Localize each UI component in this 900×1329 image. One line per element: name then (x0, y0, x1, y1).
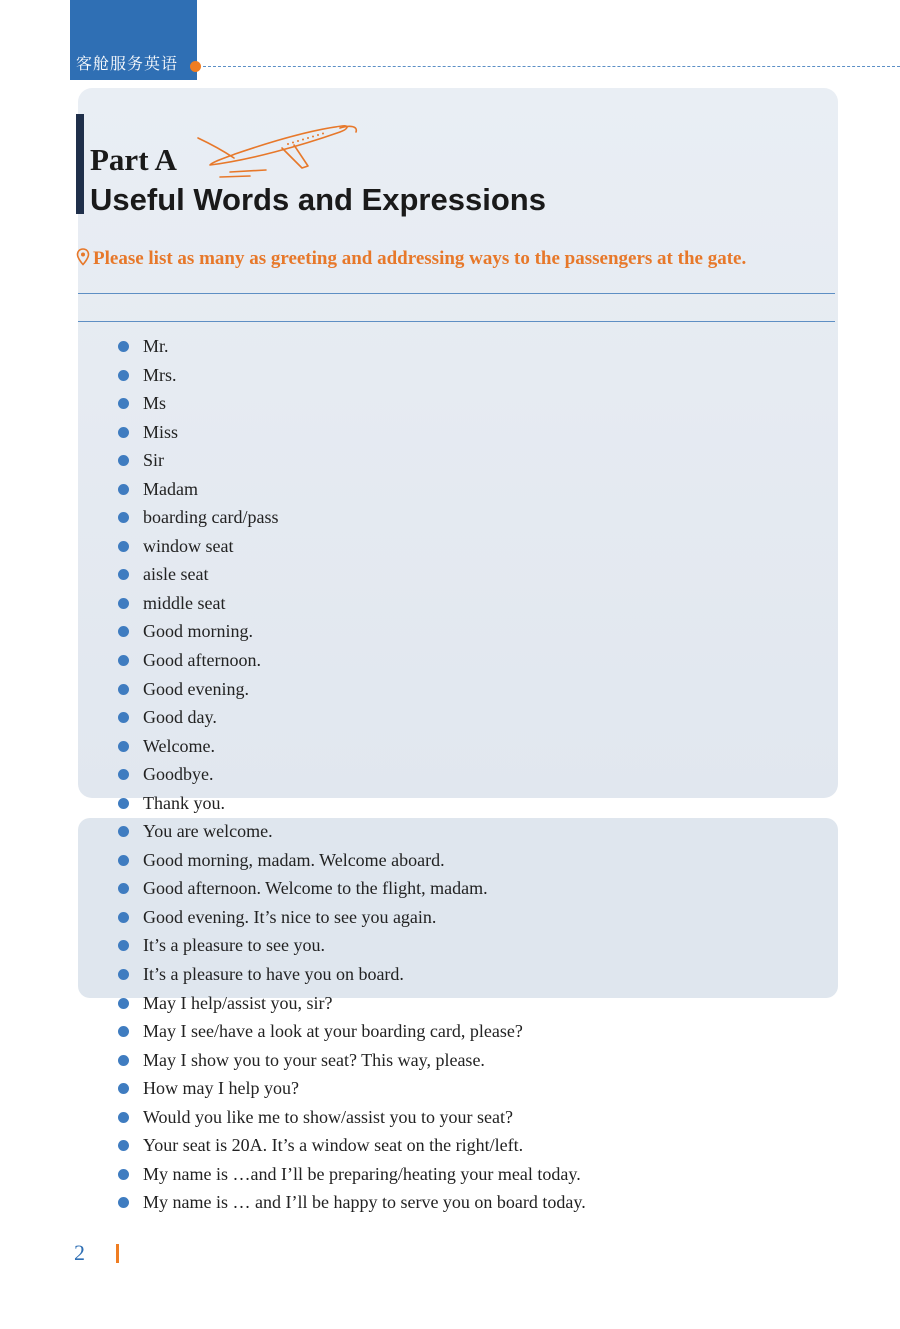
bullet-icon (118, 1026, 129, 1037)
bullet-icon (118, 798, 129, 809)
list-item (116, 817, 586, 846)
answer-line (78, 293, 835, 294)
list-item-text: My name is …and I’ll be preparing/heating your meal today. (143, 1163, 581, 1184)
list-item (116, 617, 586, 646)
list-item-text: Your seat is 20A. It’s a window seat on the right/left. (143, 1135, 524, 1156)
list-item (116, 389, 586, 418)
answer-line (78, 321, 835, 322)
list-item (116, 1160, 586, 1189)
bullet-icon (118, 598, 129, 609)
page-number-mark (116, 1244, 119, 1263)
section-title: Useful Words and Expressions (90, 182, 546, 217)
list-item (116, 760, 586, 789)
list-item (116, 475, 586, 504)
list-item (116, 675, 586, 704)
list-item (116, 361, 586, 390)
list-item-text: Good morning, madam. Welcome aboard. (143, 849, 445, 870)
list-item-text: May I show you to your seat? This way, please. (143, 1049, 485, 1070)
bullet-icon (118, 1083, 129, 1094)
list-item (116, 732, 586, 761)
list-item-text: middle seat (143, 592, 226, 613)
list-item-text: Welcome. (143, 735, 216, 756)
bullet-icon (118, 826, 129, 837)
bullet-icon (118, 940, 129, 951)
list-item-text: May I see/have a look at your boarding card, please? (143, 1021, 523, 1042)
list-item-text: You are welcome. (143, 821, 273, 842)
bullet-icon (118, 1055, 129, 1066)
header-dot-icon (190, 61, 201, 72)
list-item (116, 646, 586, 675)
bullet-icon (118, 769, 129, 780)
bullet-icon (118, 541, 129, 552)
list-item-text: Mrs. (143, 364, 177, 385)
bullet-icon (118, 398, 129, 409)
bullet-icon (118, 512, 129, 523)
list-item (116, 960, 586, 989)
bullet-icon (118, 455, 129, 466)
list-item (116, 560, 586, 589)
bullet-icon (118, 484, 129, 495)
airplane-icon (190, 120, 365, 182)
bullet-icon (118, 655, 129, 666)
list-item (116, 418, 586, 447)
list-item-text: Sir (143, 450, 165, 471)
bullet-icon (118, 1169, 129, 1180)
list-item-text: Good afternoon. Welcome to the flight, madam. (143, 878, 488, 899)
list-item (116, 503, 586, 532)
header-dashed-line (203, 66, 900, 67)
bullet-icon (118, 855, 129, 866)
list-item-text: aisle seat (143, 564, 209, 585)
list-item (116, 532, 586, 561)
list-item (116, 703, 586, 732)
bullet-icon (118, 427, 129, 438)
list-item (116, 1046, 586, 1075)
bullet-icon (118, 341, 129, 352)
list-item-text: Miss (143, 421, 179, 442)
list-item (116, 1017, 586, 1046)
bullet-icon (118, 883, 129, 894)
list-item (116, 931, 586, 960)
list-item-text: Would you like me to show/assist you to your seat? (143, 1106, 514, 1127)
bullet-icon (118, 969, 129, 980)
book-title: 客舱服务英语 (76, 54, 179, 73)
list-item-text: It’s a pleasure to have you on board. (143, 964, 404, 985)
list-item-text: Good afternoon. (143, 650, 261, 671)
list-item (116, 1074, 586, 1103)
list-item-text: May I help/assist you, sir? (143, 992, 333, 1013)
list-item (116, 1103, 586, 1132)
list-item-text: It’s a pleasure to see you. (143, 935, 325, 956)
bullet-icon (118, 684, 129, 695)
list-item-text: Good morning. (143, 621, 253, 642)
list-item-text: Thank you. (143, 792, 225, 813)
list-item-text: My name is … and I’ll be happy to serve you on board today. (143, 1192, 586, 1213)
list-item-text: window seat (143, 535, 234, 556)
list-item-text: boarding card/pass (143, 507, 279, 528)
list-item-text: Goodbye. (143, 764, 214, 785)
bullet-icon (118, 626, 129, 637)
list-item (116, 846, 586, 875)
bullet-icon (118, 741, 129, 752)
list-item-text: Good evening. (143, 678, 249, 699)
bullet-icon (118, 998, 129, 1009)
list-item-text: Good evening. It’s nice to see you again. (143, 906, 437, 927)
location-pin-icon (76, 248, 90, 266)
bullet-icon (118, 1197, 129, 1208)
bullet-icon (118, 1140, 129, 1151)
list-item-text: Ms (143, 393, 167, 414)
list-item-text: Madam (143, 478, 198, 499)
list-item (116, 789, 586, 818)
bullet-icon (118, 370, 129, 381)
list-item-text: How may I help you? (143, 1078, 299, 1099)
list-item-text: Mr. (143, 336, 169, 356)
expressions-list (116, 332, 586, 1217)
section-title-bar (76, 114, 84, 214)
list-item (116, 589, 586, 618)
list-item (116, 874, 586, 903)
bullet-icon (118, 569, 129, 580)
list-item (116, 1131, 586, 1160)
bullet-icon (118, 712, 129, 723)
part-label: Part A (90, 142, 177, 177)
page-number: 2 (74, 1240, 85, 1265)
bullet-icon (118, 912, 129, 923)
list-item (116, 332, 586, 361)
list-item (116, 989, 586, 1018)
list-item (116, 1188, 586, 1217)
list-item (116, 446, 586, 475)
bullet-icon (118, 1112, 129, 1123)
instruction-text: Please list as many as greeting and addressing ways to the passengers at the gate. (93, 248, 747, 269)
list-item-text: Good day. (143, 707, 217, 728)
list-item (116, 903, 586, 932)
